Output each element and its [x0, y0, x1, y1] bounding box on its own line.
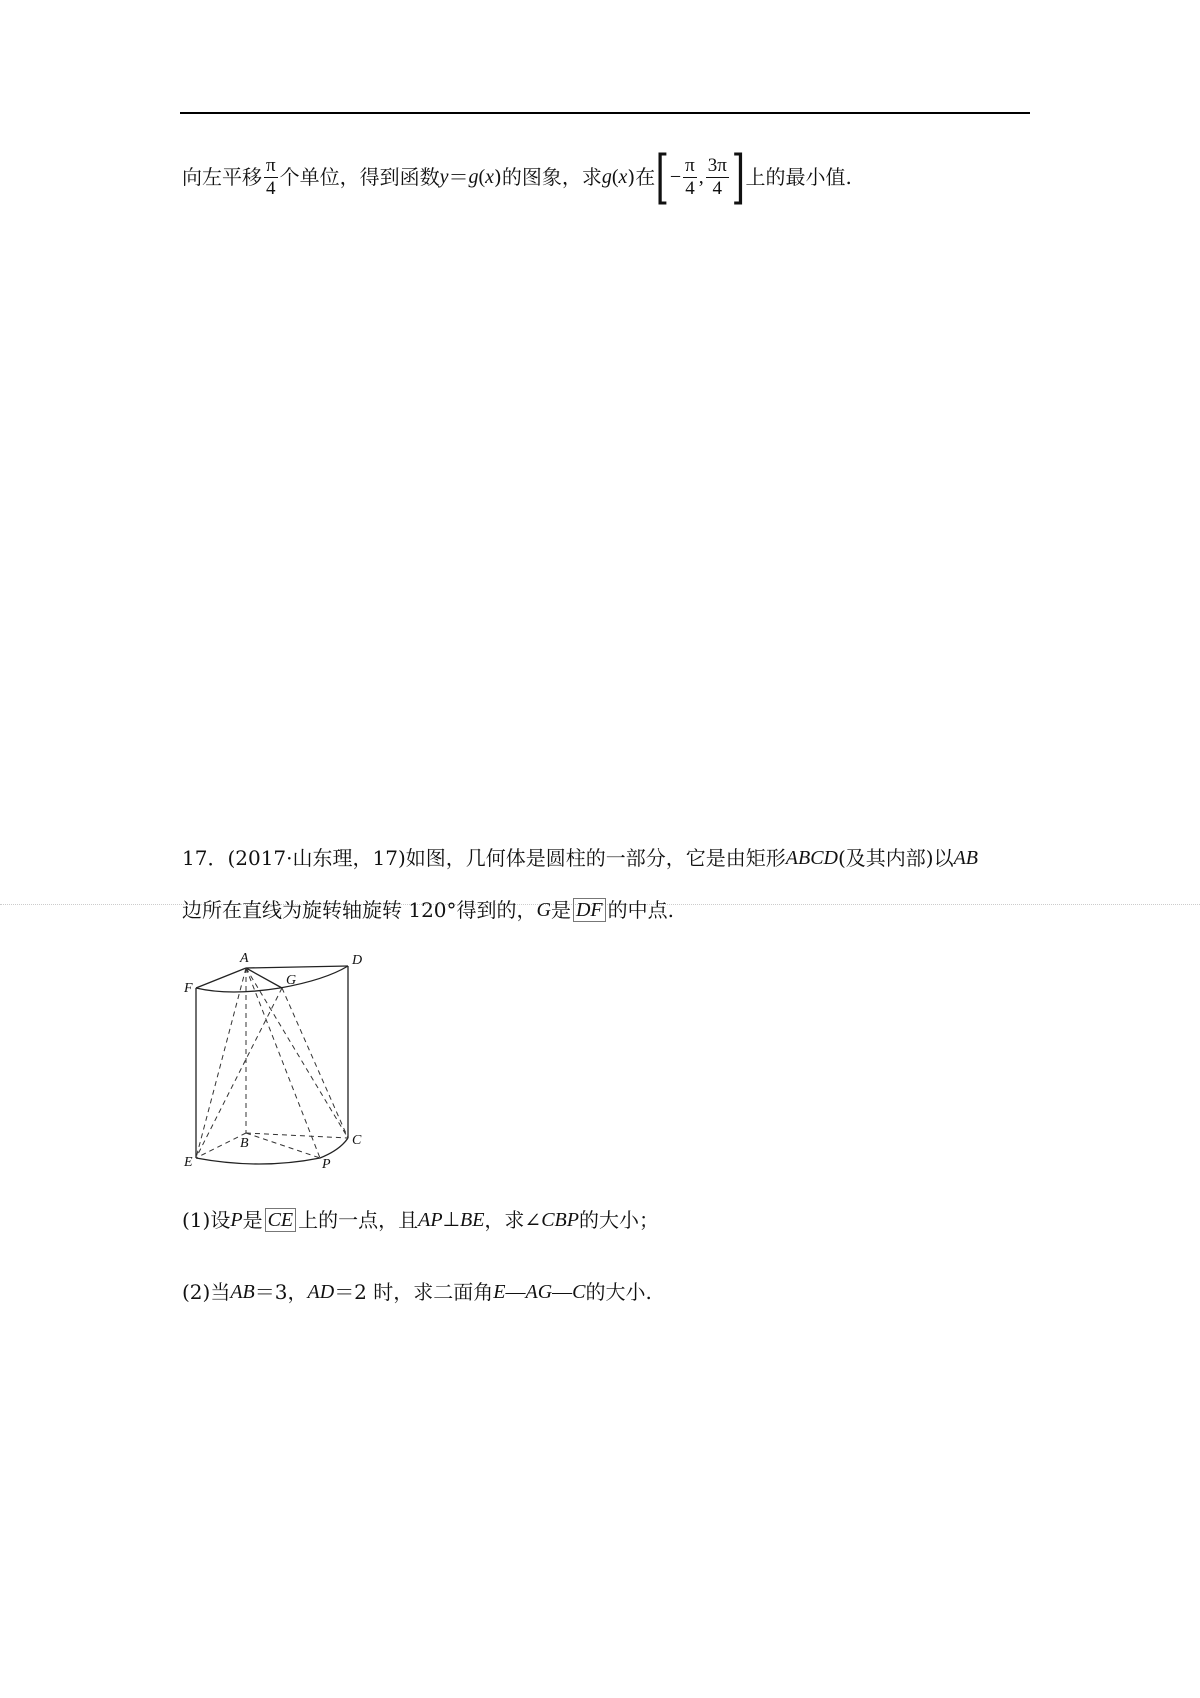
minus-sign: − — [669, 166, 682, 188]
math-var: AB — [953, 847, 979, 869]
edge-ad — [246, 966, 348, 968]
text-segment: 向左平移 — [182, 165, 262, 189]
math-var: CBP — [541, 1209, 579, 1231]
math-var: x — [485, 166, 495, 188]
top-problem-text — [182, 144, 852, 210]
text-segment: 的中点. — [607, 898, 675, 922]
text-segment: (1)设 — [182, 1208, 231, 1232]
text-segment: 的大小； — [578, 1208, 659, 1232]
text-segment: 上的一点，且 — [298, 1208, 419, 1232]
dashed-ge — [196, 988, 282, 1158]
fraction-numerator: 3π — [707, 154, 727, 176]
dash: — — [552, 1281, 573, 1303]
math-var: AB — [230, 1281, 255, 1303]
math-var: g — [601, 166, 612, 188]
dashed-bc — [246, 1133, 348, 1138]
label-p: P — [322, 1157, 331, 1168]
label-c: C — [352, 1133, 362, 1148]
left-bracket: [ — [655, 143, 670, 211]
math-var: AP — [418, 1209, 443, 1231]
dashed-ae — [196, 968, 246, 1158]
math-var: G — [536, 899, 551, 921]
text-segment: ( — [478, 166, 486, 188]
math-var: AG — [525, 1281, 553, 1303]
label-b: B — [240, 1136, 249, 1151]
text-segment: ＝ — [448, 165, 469, 189]
math-var: y — [439, 166, 449, 188]
dash: — — [505, 1281, 526, 1303]
edge-ag — [246, 968, 282, 988]
text-segment: ，求∠ — [484, 1208, 542, 1232]
question-2 — [182, 1278, 652, 1306]
comma: , — [698, 166, 704, 188]
text-segment: )的图象，求 — [494, 165, 602, 189]
text-segment: 17．(2017·山东理，17)如图，几何体是圆柱的一部分，它是由矩形 — [182, 846, 786, 870]
arc-df: DF — [573, 898, 606, 922]
fraction-numerator: π — [266, 154, 276, 176]
label-f: F — [184, 981, 193, 996]
fraction-denominator: 4 — [712, 177, 723, 199]
fraction-denominator: 4 — [266, 177, 276, 199]
text-segment: (2)当 — [182, 1280, 231, 1304]
perpendicular-symbol: ⊥ — [442, 1209, 460, 1231]
header-rule — [180, 112, 1030, 114]
label-e: E — [184, 1155, 193, 1168]
dashed-bp — [246, 1133, 320, 1158]
text-segment: )在 — [627, 165, 656, 189]
edge-af — [196, 968, 246, 988]
cylinder-figure — [180, 948, 380, 1168]
fraction-pi-over-4 — [264, 155, 278, 200]
problem17-line2 — [182, 896, 674, 924]
math-var: P — [230, 1209, 243, 1231]
math-var: BE — [459, 1209, 485, 1231]
fraction-3pi-over-4 — [706, 155, 729, 200]
text-segment: (及其内部)以 — [837, 846, 954, 870]
text-segment: 是 — [550, 898, 571, 922]
text-segment: 边所在直线为旋转轴旋转 120°得到的， — [182, 898, 537, 922]
text-segment: ( — [611, 166, 619, 188]
figure-dashed-lines — [196, 968, 348, 1158]
math-var: C — [572, 1281, 586, 1303]
question-1 — [182, 1206, 659, 1234]
label-a: A — [240, 951, 249, 966]
text-segment: ＝3， — [254, 1280, 308, 1304]
text-segment: 上的最小值. — [745, 165, 852, 189]
math-var: AD — [307, 1281, 335, 1303]
dashed-ac — [246, 968, 348, 1138]
dashed-gc — [282, 988, 348, 1138]
fraction-pi-over-4 — [683, 155, 697, 200]
label-g: G — [286, 973, 297, 988]
problem17-line1 — [182, 844, 978, 872]
text-segment: 个单位，得到函数 — [279, 165, 440, 189]
math-var: x — [618, 166, 628, 188]
math-var: g — [468, 166, 479, 188]
dashed-be — [196, 1133, 246, 1158]
text-segment: ＝2 时，求二面角 — [334, 1280, 494, 1304]
arc-ce: CE — [265, 1208, 297, 1232]
math-var: E — [493, 1281, 506, 1303]
fraction-numerator: π — [685, 154, 695, 176]
math-var: ABCD — [785, 847, 838, 869]
label-d: D — [352, 953, 363, 968]
text-segment: 的大小. — [585, 1280, 652, 1304]
figure-solid-lines — [196, 966, 348, 1164]
text-segment: 是 — [242, 1208, 263, 1232]
right-bracket: ] — [731, 143, 745, 211]
fraction-denominator: 4 — [685, 177, 695, 199]
dashed-ap — [246, 968, 320, 1158]
